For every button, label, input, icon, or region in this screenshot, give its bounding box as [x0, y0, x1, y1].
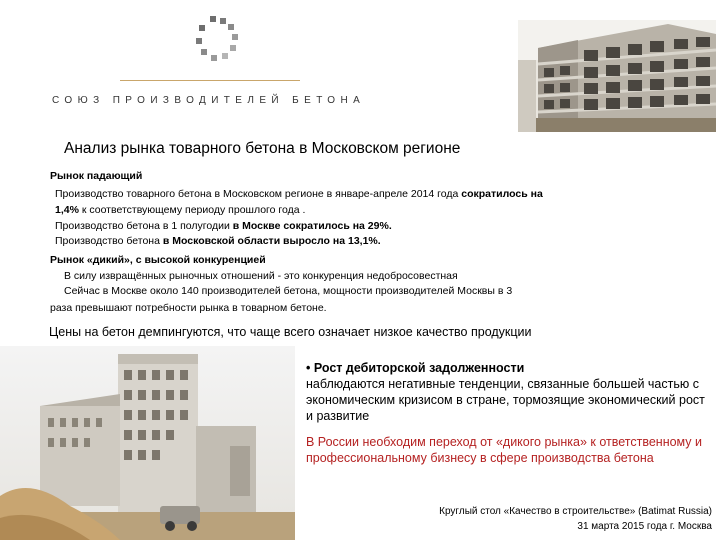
section1-line3-bold: в Москве сократилось на 29%.: [232, 219, 392, 232]
union-logo-icon: [193, 14, 243, 66]
concrete-plant-photo: [0, 346, 295, 540]
organization-name: СОЮЗ ПРОИЗВОДИТЕЛЕЙ БЕТОНА: [52, 95, 366, 106]
section1-line4: [50, 235, 543, 248]
building-under-construction-photo: [518, 20, 716, 132]
receivables-block: [306, 360, 714, 466]
section1-line2-bold: 1,4%: [55, 204, 79, 217]
slide-title: Анализ рынка товарного бетона в Московском регионе: [64, 140, 461, 157]
section1-line2-text: к соответствующему периоду прошлого года .: [78, 204, 306, 217]
footer-date: 31 марта 2015 года г. Москва: [577, 521, 712, 532]
receivables-heading: • Рост дебиторской задолженности: [306, 361, 525, 375]
section1-line1-bold: сократилось на: [461, 188, 543, 201]
dumping-note: Цены на бетон демпингуются, что чаще всего означает низкое качество продукции: [49, 325, 532, 339]
section1-line3-text: Производство бетона в 1 полугодии: [55, 219, 233, 232]
section1-line3: [50, 220, 543, 233]
section2-line3: раза превышают потребности рынка в товарном бетоне.: [50, 301, 327, 314]
section1-line4-text: Производство бетона: [55, 234, 163, 247]
footer-event: Круглый стол «Качество в строительстве» (Batimat Russia): [439, 506, 712, 517]
logo-divider: [120, 80, 300, 81]
section1-heading: Рынок падающий: [50, 170, 143, 182]
section1-line1-text: Производство товарного бетона в Московском регионе в январе-апреле 2014 года: [55, 188, 459, 201]
section2-line1: В силу извращённых рыночных отношений - это конкуренция недобросовестная: [64, 270, 458, 283]
section1-line1: [50, 188, 543, 201]
transition-call-text: В России необходим переход от «дикого рынка» к ответственному и профессиональному бизнесу в сфере производства бетона: [306, 435, 702, 465]
footer: [360, 504, 712, 534]
section-market-falling: [50, 170, 543, 248]
section1-line4-bold: в Московской области выросло на 13,1%.: [162, 234, 381, 247]
section2-heading: Рынок «дикий», с высокой конкуренцией: [50, 254, 266, 266]
section1-line2: [50, 204, 543, 217]
section-wild-market: [50, 254, 512, 315]
section2-line2: Сейчас в Москве около 140 производителей бетона, мощности производителей Москвы в 3: [64, 285, 513, 298]
receivables-body: наблюдаются негативные тенденции, связанные большей частью с экономическим кризисом в стране, тормозящие экономический рост и развитие: [306, 377, 705, 423]
